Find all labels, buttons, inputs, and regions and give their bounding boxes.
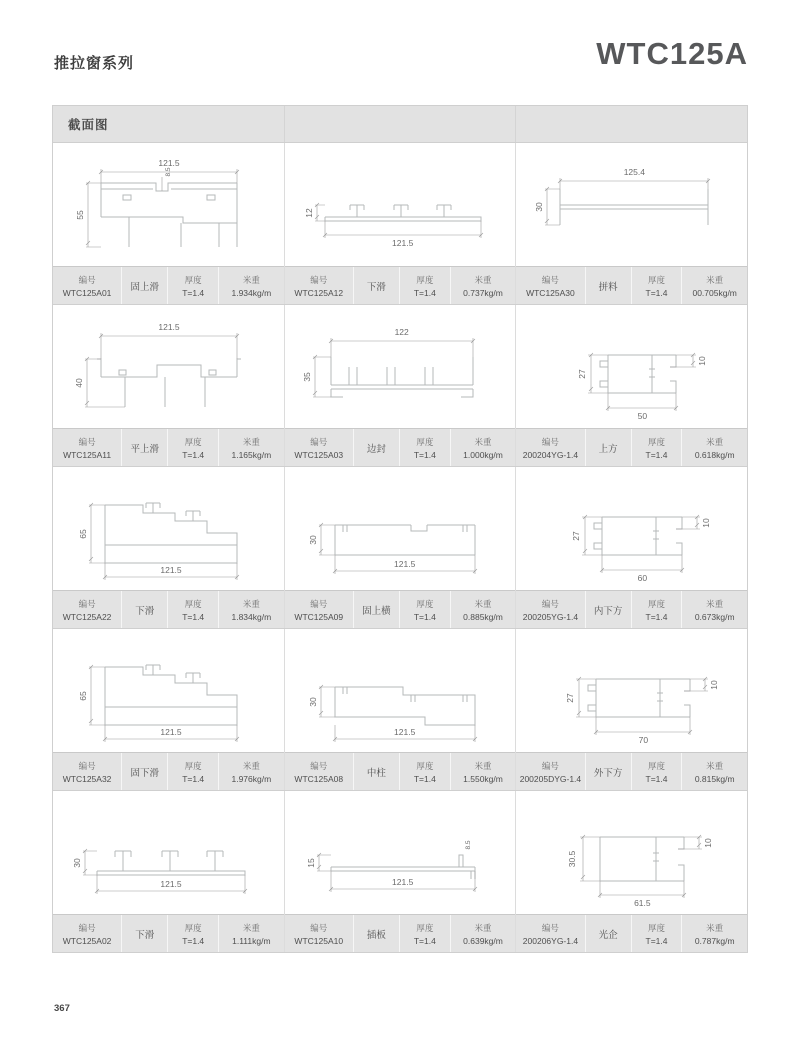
profile-diagram — [516, 629, 747, 752]
weight-label: 米重 — [474, 274, 492, 285]
profile-drawing-icon — [285, 791, 517, 914]
section-title: 截面图 — [68, 118, 109, 132]
profile-info-bar — [516, 590, 747, 628]
profile-diagram — [285, 305, 516, 428]
thickness-value: T=1.4 — [413, 611, 436, 622]
dim-left: 30 — [71, 858, 82, 868]
profile-cell — [285, 467, 517, 628]
profile-info-bar — [516, 428, 747, 466]
profile-info-bar — [285, 266, 516, 304]
dim-left: 40 — [73, 378, 84, 388]
name-cell — [122, 267, 168, 304]
dim-left: 27 — [565, 693, 576, 703]
thickness-cell — [632, 915, 683, 952]
weight-value: 1.976kg/m — [231, 773, 272, 784]
weight-label: 米重 — [706, 598, 724, 609]
thickness-value: T=1.4 — [645, 611, 668, 622]
thickness-cell — [168, 753, 219, 790]
weight-cell — [682, 591, 747, 628]
profile-diagram — [53, 305, 284, 428]
weight-cell — [682, 915, 747, 952]
dim-top: 121.5 — [158, 158, 180, 168]
thickness-cell — [632, 267, 683, 304]
profile-diagram — [53, 629, 284, 752]
thickness-cell — [168, 267, 219, 304]
profile-drawing-icon — [516, 791, 748, 914]
thickness-value: T=1.4 — [645, 449, 668, 460]
profile-info-bar — [516, 752, 747, 790]
name-cell — [354, 267, 400, 304]
profile-name: 固上滑 — [130, 281, 159, 293]
thickness-value: T=1.4 — [645, 935, 668, 946]
dim-bottom: 50 — [637, 411, 648, 421]
dim-left: 30 — [307, 535, 318, 545]
thickness-label: 厚度 — [416, 598, 434, 609]
weight-label: 米重 — [242, 274, 260, 285]
weight-label: 米重 — [474, 436, 492, 447]
profile-cell — [53, 143, 285, 304]
thickness-cell — [168, 915, 219, 952]
profile-drawing-icon — [516, 467, 748, 590]
dim-left: 30 — [307, 697, 318, 707]
dim-bottom: 121.5 — [160, 565, 182, 575]
profile-row — [53, 304, 747, 466]
profile-diagram — [285, 629, 516, 752]
code-value: 200204YG-1.4 — [522, 449, 579, 460]
thickness-value: T=1.4 — [182, 287, 205, 298]
dim-left: 27 — [571, 531, 582, 541]
code-value: 200205DYG-1.4 — [519, 773, 582, 784]
code-value: WTC125A11 — [63, 449, 112, 460]
weight-value: 0.737kg/m — [463, 287, 503, 298]
profile-diagram — [516, 467, 747, 590]
profile-cell — [285, 143, 517, 304]
code-value: 200206YG-1.4 — [522, 935, 579, 946]
profile-name: 上方 — [598, 443, 618, 455]
profile-cell — [53, 791, 285, 952]
weight-label: 米重 — [706, 922, 724, 933]
profile-drawing-icon — [516, 629, 748, 752]
code-cell — [516, 915, 585, 952]
dim-left: 27 — [577, 369, 588, 379]
profile-drawing-icon — [285, 467, 517, 590]
dim-bottom: 121.5 — [160, 879, 182, 889]
dim-bottom: 121.5 — [160, 727, 182, 737]
section-table — [52, 105, 748, 953]
weight-cell — [682, 267, 747, 304]
profile-info-bar — [285, 752, 516, 790]
code-value: 200205YG-1.4 — [522, 611, 579, 622]
code-label: 编号 — [78, 760, 96, 771]
profile-drawing-icon — [516, 143, 748, 266]
code-cell — [285, 591, 354, 628]
page-number: 367 — [54, 1003, 70, 1014]
code-label: 编号 — [541, 274, 559, 285]
code-value: WTC125A02 — [62, 935, 112, 946]
code-cell — [285, 429, 354, 466]
weight-label: 米重 — [242, 598, 260, 609]
weight-label: 米重 — [474, 760, 492, 771]
code-label: 编号 — [310, 436, 328, 447]
thickness-value: T=1.4 — [182, 611, 205, 622]
profile-cell — [285, 629, 517, 790]
thickness-label: 厚度 — [416, 922, 434, 933]
profile-info-bar — [516, 266, 747, 304]
profile-row — [53, 790, 747, 952]
dim-left: 65 — [77, 691, 88, 701]
thickness-cell — [400, 591, 451, 628]
profile-name: 下滑 — [366, 281, 386, 293]
thickness-value: T=1.4 — [182, 773, 205, 784]
code-cell — [53, 591, 122, 628]
code-label: 编号 — [541, 760, 559, 771]
dim-right: 10 — [709, 680, 720, 690]
thickness-label: 厚度 — [416, 436, 434, 447]
name-cell — [354, 915, 400, 952]
code-label: 编号 — [310, 598, 328, 609]
code-cell — [516, 753, 585, 790]
code-label: 编号 — [541, 922, 559, 933]
profile-cell — [516, 305, 747, 466]
dim-left: 35 — [301, 372, 312, 382]
code-value: WTC125A22 — [62, 611, 112, 622]
code-value: WTC125A32 — [62, 773, 112, 784]
code-cell — [285, 753, 354, 790]
code-label: 编号 — [78, 922, 96, 933]
profile-cell — [53, 467, 285, 628]
weight-value: 1.165kg/m — [231, 449, 272, 460]
code-value: WTC125A30 — [526, 287, 575, 298]
code-cell — [516, 267, 585, 304]
weight-cell — [451, 915, 516, 952]
thickness-label: 厚度 — [648, 598, 666, 609]
thickness-cell — [632, 753, 683, 790]
weight-cell — [451, 429, 516, 466]
thickness-label: 厚度 — [648, 274, 666, 285]
thickness-value: T=1.4 — [413, 935, 436, 946]
weight-cell — [451, 267, 516, 304]
weight-value: 0.673kg/m — [694, 611, 735, 622]
profile-name: 拼料 — [598, 281, 618, 293]
weight-value: 1.550kg/m — [463, 773, 503, 784]
name-cell — [354, 753, 400, 790]
weight-value: 1.111kg/m — [232, 935, 271, 946]
code-cell — [53, 267, 122, 304]
dim-top: 125.4 — [623, 167, 645, 177]
profile-drawing-icon — [53, 791, 285, 914]
code-label: 编号 — [310, 274, 328, 285]
profile-info-bar — [516, 914, 747, 952]
profile-info-bar — [53, 752, 284, 790]
weight-value: 0.885kg/m — [463, 611, 503, 622]
weight-cell — [682, 429, 747, 466]
thickness-cell — [168, 591, 219, 628]
header-col-1 — [53, 106, 285, 142]
profile-info-bar — [53, 428, 284, 466]
profile-cell — [285, 791, 517, 952]
profile-info-bar — [53, 266, 284, 304]
weight-value: 1.834kg/m — [231, 611, 272, 622]
code-label: 编号 — [541, 598, 559, 609]
weight-cell — [219, 267, 284, 304]
code-label: 编号 — [310, 760, 328, 771]
weight-cell — [219, 915, 284, 952]
profile-name: 插板 — [366, 929, 386, 941]
profile-diagram — [53, 791, 284, 914]
profile-drawing-icon — [285, 305, 517, 428]
thickness-value: T=1.4 — [645, 287, 668, 298]
weight-cell — [219, 429, 284, 466]
code-cell — [516, 429, 585, 466]
code-label: 编号 — [310, 922, 328, 933]
dim-left: 55 — [74, 210, 85, 220]
profile-name: 中柱 — [366, 767, 386, 779]
weight-label: 米重 — [242, 760, 260, 771]
code-cell — [516, 591, 585, 628]
name-cell — [354, 429, 400, 466]
profile-diagram — [516, 143, 747, 266]
profile-name: 内下方 — [593, 605, 623, 617]
dim-left: 30 — [534, 202, 545, 212]
name-cell — [122, 429, 168, 466]
weight-value: 0.815kg/m — [694, 773, 735, 784]
weight-label: 米重 — [706, 274, 724, 285]
profile-diagram — [53, 143, 284, 266]
name-cell — [122, 915, 168, 952]
profile-info-bar — [285, 590, 516, 628]
dim-bottom: 70 — [638, 735, 649, 745]
dim-left: 30.5 — [567, 850, 578, 868]
profile-row — [53, 466, 747, 628]
code-label: 编号 — [541, 436, 559, 447]
thickness-value: T=1.4 — [413, 287, 436, 298]
dim-bottom: 121.5 — [394, 559, 416, 569]
weight-value: 1.000kg/m — [463, 449, 503, 460]
thickness-label: 厚度 — [648, 760, 666, 771]
profile-cell — [285, 305, 517, 466]
name-cell — [586, 753, 632, 790]
weight-cell — [451, 591, 516, 628]
profile-name: 下滑 — [135, 929, 155, 941]
dim-bottom: 121.5 — [394, 727, 416, 737]
name-cell — [586, 267, 632, 304]
weight-value: 00.705kg/m — [692, 287, 737, 298]
thickness-cell — [400, 753, 451, 790]
code-cell — [285, 267, 354, 304]
dim-left: 12 — [303, 208, 314, 218]
dim-bottom: 60 — [637, 573, 648, 583]
weight-cell — [219, 591, 284, 628]
name-cell — [586, 915, 632, 952]
thickness-cell — [632, 591, 683, 628]
weight-label: 米重 — [242, 436, 260, 447]
weight-cell — [219, 753, 284, 790]
profile-diagram — [285, 143, 516, 266]
name-cell — [122, 591, 168, 628]
dim-left: 65 — [77, 529, 88, 539]
profile-name: 平上滑 — [130, 443, 159, 455]
table-header-row — [53, 106, 747, 142]
thickness-cell — [400, 267, 451, 304]
profile-diagram — [53, 467, 284, 590]
profile-row — [53, 142, 747, 304]
weight-label: 米重 — [706, 436, 724, 447]
weight-cell — [451, 753, 516, 790]
code-value: WTC125A03 — [294, 449, 344, 460]
profile-cell — [516, 143, 747, 304]
profile-name: 边封 — [366, 443, 386, 455]
weight-value: 0.787kg/m — [694, 935, 735, 946]
thickness-label: 厚度 — [184, 598, 202, 609]
header-col-2 — [285, 106, 517, 142]
dim-right: 10 — [697, 356, 708, 366]
series-title: 推拉窗系列 — [54, 55, 135, 72]
thickness-label: 厚度 — [184, 922, 202, 933]
code-label: 编号 — [78, 274, 96, 285]
code-value: WTC125A10 — [294, 935, 344, 946]
profile-name: 固上横 — [362, 605, 391, 617]
code-cell — [53, 753, 122, 790]
weight-label: 米重 — [474, 922, 492, 933]
weight-value: 0.618kg/m — [694, 449, 735, 460]
dim-right: 10 — [701, 518, 712, 528]
code-cell — [53, 429, 122, 466]
code-value: WTC125A08 — [294, 773, 344, 784]
thickness-label: 厚度 — [648, 436, 666, 447]
dim-bottom: 121.5 — [392, 877, 414, 887]
name-cell — [586, 429, 632, 466]
thickness-label: 厚度 — [648, 922, 666, 933]
dim-right: 10 — [703, 838, 714, 848]
profile-diagram — [516, 791, 747, 914]
thickness-value: T=1.4 — [645, 773, 668, 784]
profile-name: 外下方 — [593, 767, 623, 779]
code-cell — [53, 915, 122, 952]
dim-top: 122 — [394, 327, 409, 337]
profile-row — [53, 628, 747, 790]
weight-label: 米重 — [242, 922, 260, 933]
thickness-cell — [400, 915, 451, 952]
thickness-value: T=1.4 — [413, 449, 436, 460]
weight-value: 1.934kg/m — [231, 287, 272, 298]
dim-bottom: 61.5 — [634, 898, 651, 908]
name-cell — [354, 591, 400, 628]
thickness-cell — [632, 429, 683, 466]
profile-name: 固下滑 — [130, 767, 159, 779]
profile-cell — [516, 467, 747, 628]
profile-drawing-icon — [516, 305, 748, 428]
profile-cell — [53, 305, 285, 466]
thickness-label: 厚度 — [184, 760, 202, 771]
thickness-value: T=1.4 — [182, 449, 205, 460]
code-value: WTC125A09 — [294, 611, 344, 622]
dim-bottom: 121.5 — [392, 238, 414, 248]
code-value: WTC125A12 — [294, 287, 344, 298]
profile-info-bar — [53, 914, 284, 952]
code-label: 编号 — [78, 436, 96, 447]
thickness-value: T=1.4 — [182, 935, 205, 946]
profile-info-bar — [53, 590, 284, 628]
dim-small: 8.5 — [464, 840, 472, 850]
dim-left: 15 — [305, 858, 316, 868]
profile-cell — [516, 791, 747, 952]
thickness-value: T=1.4 — [413, 773, 436, 784]
dim-top: 121.5 — [158, 322, 180, 332]
name-cell — [586, 591, 632, 628]
profile-diagram — [285, 791, 516, 914]
code-cell — [285, 915, 354, 952]
thickness-cell — [400, 429, 451, 466]
thickness-label: 厚度 — [416, 760, 434, 771]
weight-value: 0.639kg/m — [463, 935, 503, 946]
weight-cell — [682, 753, 747, 790]
profile-cell — [53, 629, 285, 790]
thickness-cell — [168, 429, 219, 466]
profile-diagram — [516, 305, 747, 428]
code-value: WTC125A01 — [62, 287, 112, 298]
profile-cell — [516, 629, 747, 790]
name-cell — [122, 753, 168, 790]
profile-name: 光企 — [598, 929, 618, 941]
profile-name: 下滑 — [135, 605, 155, 617]
header-col-3 — [516, 106, 747, 142]
code-label: 编号 — [78, 598, 96, 609]
thickness-label: 厚度 — [184, 436, 202, 447]
profile-info-bar — [285, 428, 516, 466]
thickness-label: 厚度 — [184, 274, 202, 285]
weight-label: 米重 — [474, 598, 492, 609]
dim-small: 8.5 — [164, 167, 172, 177]
model-code: WTC125A — [596, 36, 748, 71]
profile-info-bar — [285, 914, 516, 952]
weight-label: 米重 — [706, 760, 724, 771]
profile-diagram — [285, 467, 516, 590]
thickness-label: 厚度 — [416, 274, 434, 285]
